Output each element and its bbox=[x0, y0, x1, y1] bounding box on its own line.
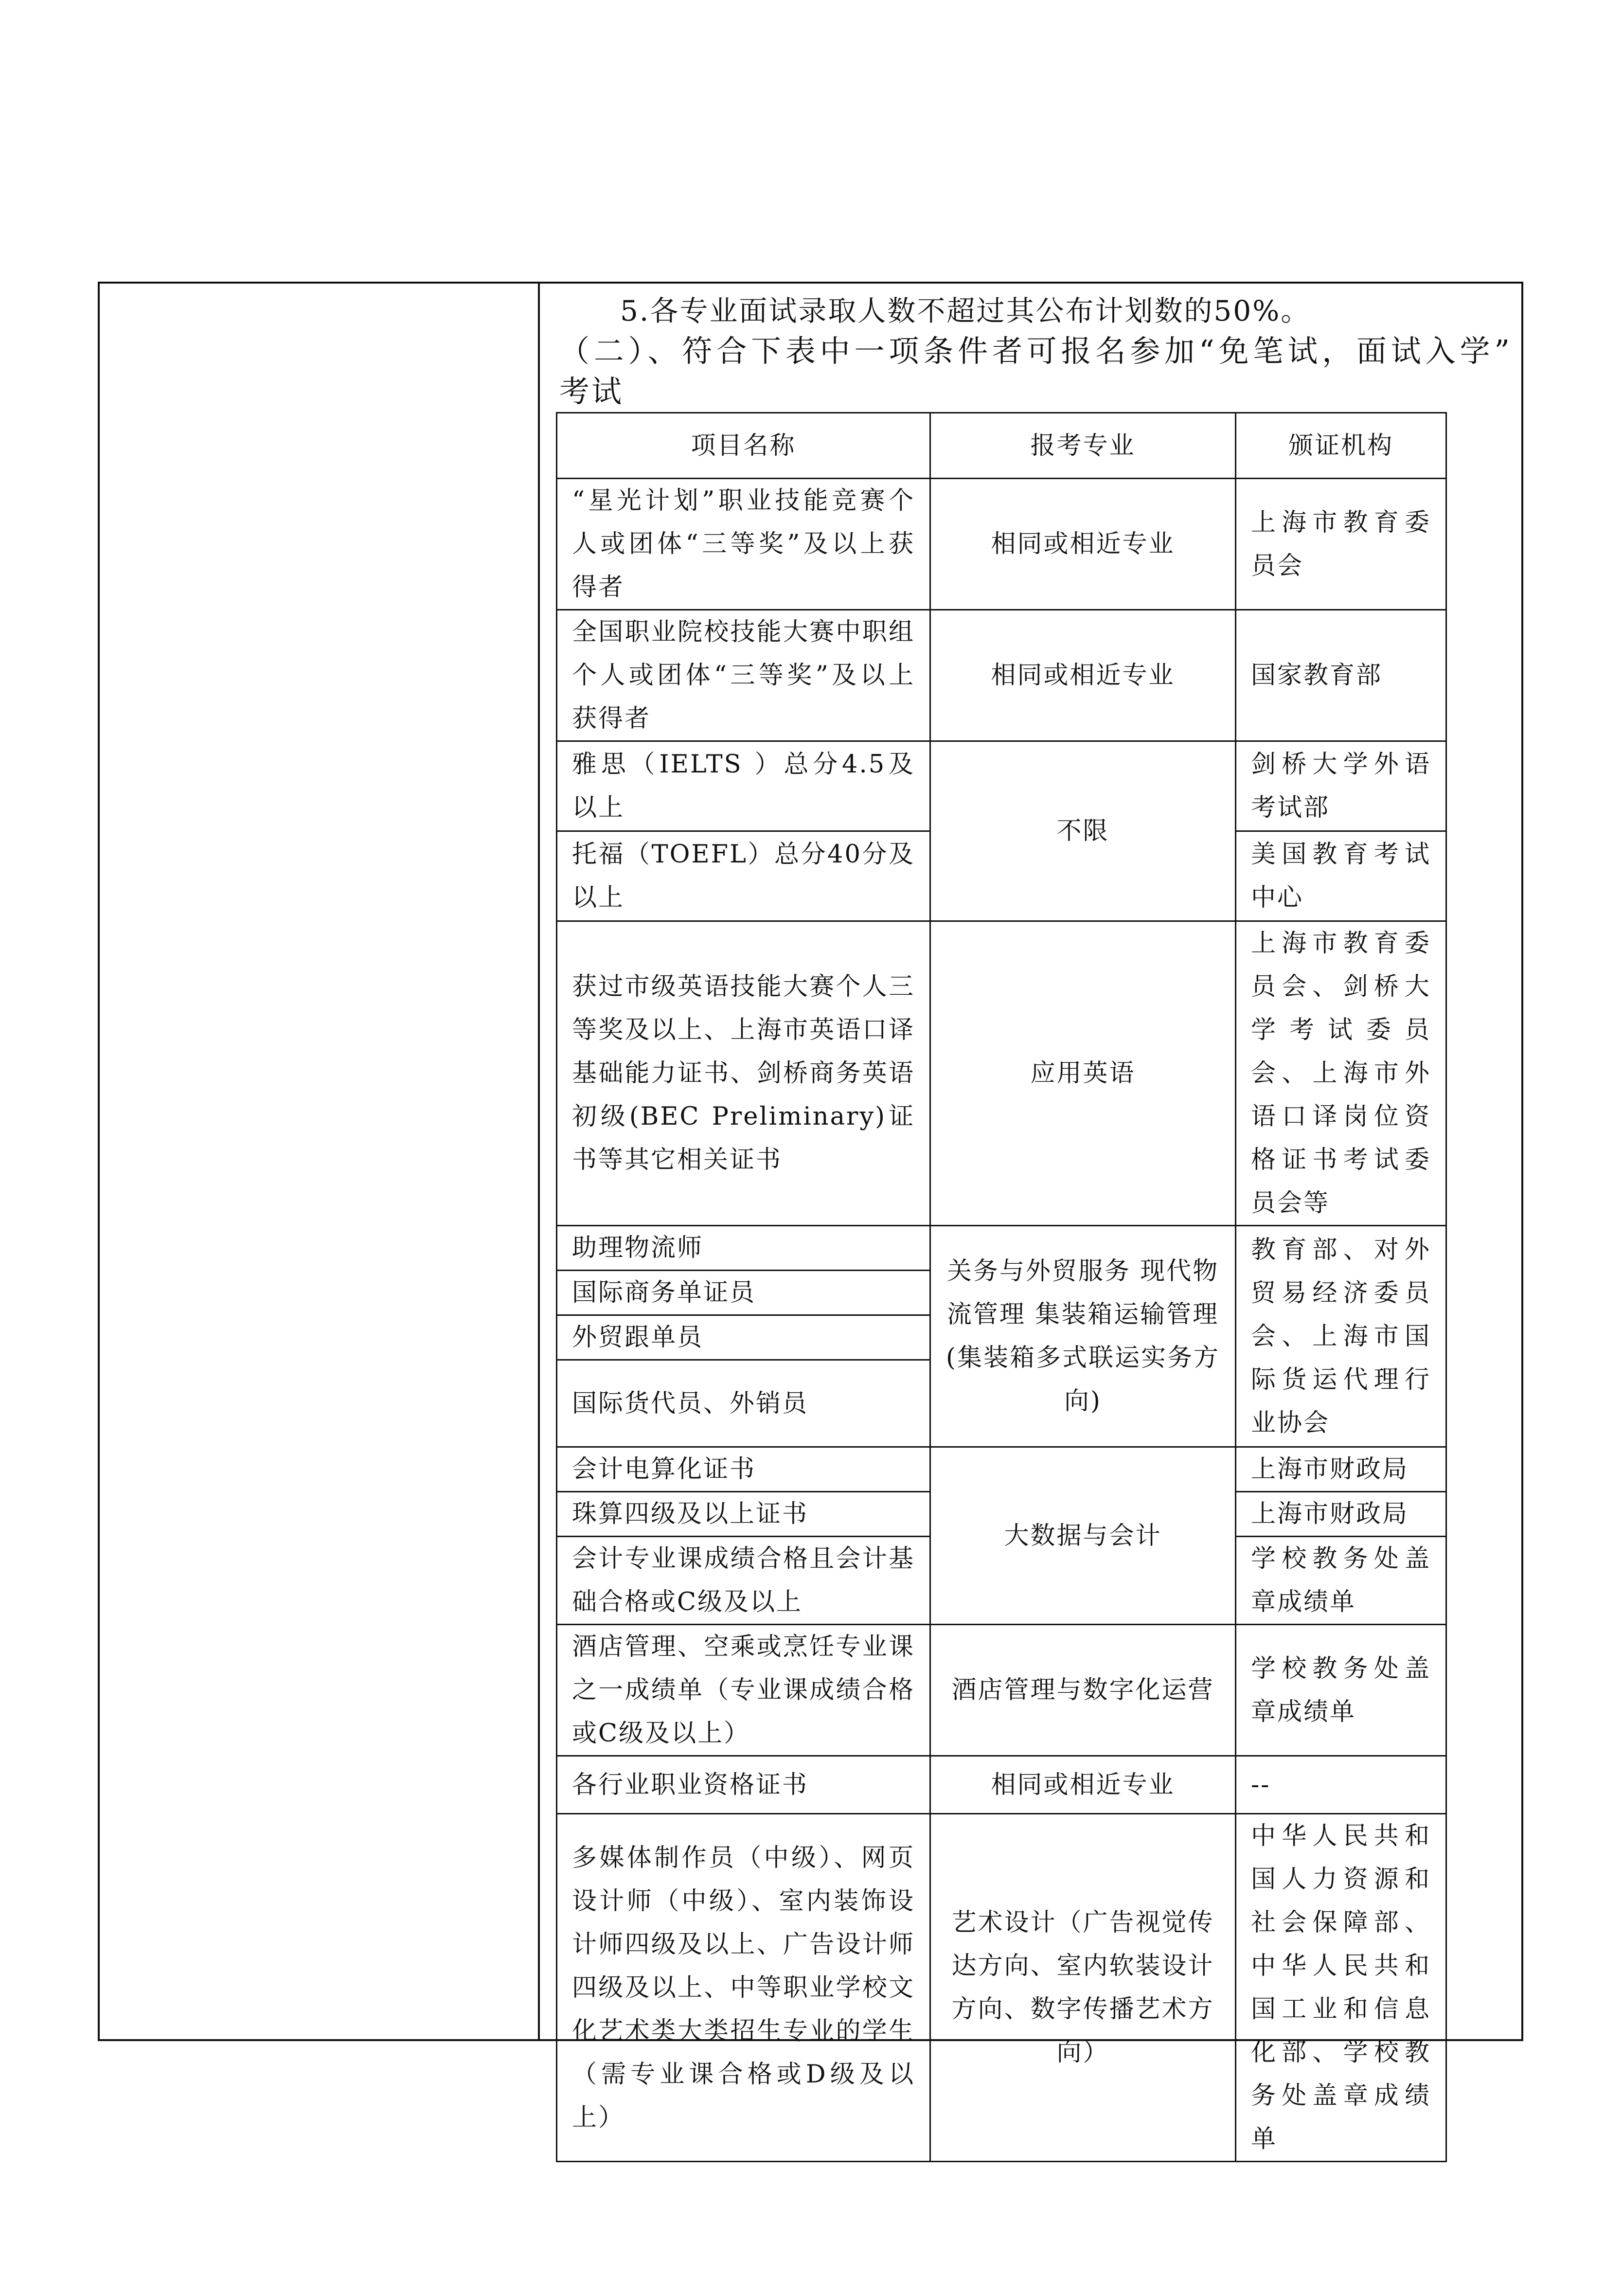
cell-major: 相同或相近专业 bbox=[930, 1756, 1236, 1814]
cell-major: 关务与外贸服务 现代物流管理 集装箱运输管理(集装箱多式联运实务方向) bbox=[930, 1226, 1236, 1447]
cell-item: 外贸跟单员 bbox=[557, 1315, 930, 1360]
cell-org: 上海市教育委员会、剑桥大学考试委员会、上海市外语口译岗位资格证书考试委员会等 bbox=[1236, 921, 1446, 1226]
table-row bbox=[557, 479, 1446, 610]
cell-org: 剑桥大学外语考试部 bbox=[1236, 741, 1446, 831]
cell-item: 各行业职业资格证书 bbox=[557, 1756, 930, 1814]
table-row bbox=[557, 1625, 1446, 1756]
cell-item: 获过市级英语技能大赛个人三等奖及以上、上海市英语口译基础能力证书、剑桥商务英语初级(BEC Preliminary)证书等其它相关证书 bbox=[557, 921, 930, 1226]
cell-item: 会计专业课成绩合格且会计基础合格或C级及以上 bbox=[557, 1537, 930, 1625]
exemption-conditions-table bbox=[556, 412, 1447, 2162]
cell-item: 珠算四级及以上证书 bbox=[557, 1492, 930, 1537]
table-row bbox=[557, 1226, 1446, 1271]
paragraph-section-2-heading: （二）、符合下表中一项条件者可报名参加“免笔试，面试入学” bbox=[559, 333, 1513, 369]
cell-org: 上海市财政局 bbox=[1236, 1492, 1446, 1537]
paragraph-interview-quota: 5.各专业面试录取人数不超过其公布计划数的50%。 bbox=[620, 294, 1311, 327]
table-row bbox=[557, 921, 1446, 1226]
cell-item: 托福（TOEFL）总分40分及以上 bbox=[557, 831, 930, 921]
header-item-name: 项目名称 bbox=[557, 413, 930, 479]
cell-org: 中华人民共和国人力资源和社会保障部、中华人民共和国工业和信息化部、学校教务处盖章成绩单 bbox=[1236, 1814, 1446, 2162]
cell-org: 上海市教育委员会 bbox=[1236, 479, 1446, 610]
table-row bbox=[557, 1756, 1446, 1814]
paragraph-section-2-heading-cont: 考试 bbox=[559, 374, 624, 409]
table-row bbox=[557, 741, 1446, 831]
cell-item: 助理物流师 bbox=[557, 1226, 930, 1271]
table-row bbox=[557, 1814, 1446, 2162]
cell-item: 多媒体制作员（中级）、网页设计师（中级）、室内装饰设计师四级及以上、广告设计师四级及以上、中等职业学校文化艺术类大类招生专业的学生（需专业课合格或D级及以上） bbox=[557, 1814, 930, 2162]
cell-org: -- bbox=[1236, 1756, 1446, 1814]
cell-org: 教育部、对外贸易经济委员会、上海市国际货运代理行业协会 bbox=[1236, 1226, 1446, 1447]
cell-major: 大数据与会计 bbox=[930, 1447, 1236, 1625]
cell-org: 上海市财政局 bbox=[1236, 1447, 1446, 1492]
cell-org: 国家教育部 bbox=[1236, 610, 1446, 741]
cell-org: 学校教务处盖章成绩单 bbox=[1236, 1537, 1446, 1625]
table-row bbox=[557, 1447, 1446, 1492]
cell-item: 雅思（IELTS ）总分4.5及以上 bbox=[557, 741, 930, 831]
cell-item: “星光计划”职业技能竞赛个人或团体“三等奖”及以上获得者 bbox=[557, 479, 930, 610]
cell-item: 国际商务单证员 bbox=[557, 1271, 930, 1315]
cell-item: 酒店管理、空乘或烹饪专业课之一成绩单（专业课成绩合格或C级及以上） bbox=[557, 1625, 930, 1756]
table-row bbox=[557, 610, 1446, 741]
header-issuing-org: 颁证机构 bbox=[1236, 413, 1446, 479]
cell-major: 酒店管理与数字化运营 bbox=[930, 1625, 1236, 1756]
cell-major: 艺术设计（广告视觉传达方向、室内软装设计方向、数字传播艺术方向） bbox=[930, 1814, 1236, 2162]
cell-item: 国际货代员、外销员 bbox=[557, 1360, 930, 1447]
cell-major: 相同或相近专业 bbox=[930, 610, 1236, 741]
cell-major: 不限 bbox=[930, 741, 1236, 921]
cell-org: 学校教务处盖章成绩单 bbox=[1236, 1625, 1446, 1756]
cell-org: 美国教育考试中心 bbox=[1236, 831, 1446, 921]
cell-major: 相同或相近专业 bbox=[930, 479, 1236, 610]
cell-item: 全国职业院校技能大赛中职组个人或团体“三等奖”及以上获得者 bbox=[557, 610, 930, 741]
header-major: 报考专业 bbox=[930, 413, 1236, 479]
table-header-row bbox=[557, 413, 1446, 479]
cell-item: 会计电算化证书 bbox=[557, 1447, 930, 1492]
cell-major: 应用英语 bbox=[930, 921, 1236, 1226]
column-divider bbox=[538, 282, 540, 2041]
